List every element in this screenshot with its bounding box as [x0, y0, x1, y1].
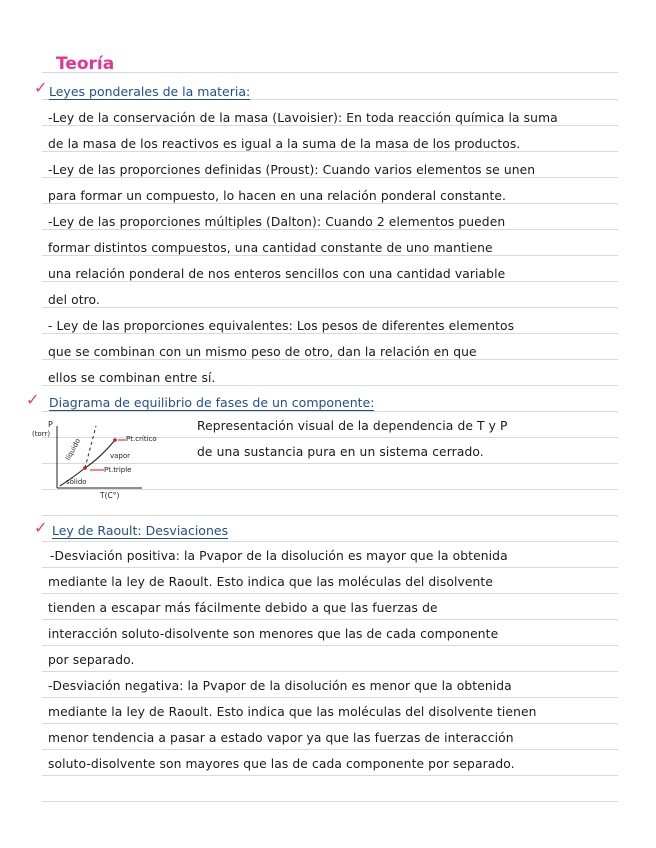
text-line: - Ley de las proporciones equivalentes: Los pesos de diferentes elementos	[48, 319, 515, 333]
critical-point-marker	[113, 438, 117, 442]
rule	[42, 749, 618, 750]
rule	[42, 385, 618, 386]
section-heading-laws: Leyes ponderales de la materia:	[49, 84, 251, 99]
rule	[42, 125, 618, 126]
phase-description-line: Representación visual de la dependencia de T y P	[197, 419, 508, 433]
phase-diagram	[30, 418, 180, 500]
text-line: -Ley de la conservación de la masa (Lavoisier): En toda reacción química la suma	[48, 111, 558, 125]
phase-description-line: de una sustancia pura en un sistema cerrado.	[197, 445, 484, 459]
checkmark-icon: ✓	[34, 518, 48, 537]
section-heading-phase: Diagrama de equilibrio de fases de un componente:	[49, 395, 375, 410]
rule	[42, 177, 618, 178]
rule	[42, 671, 618, 672]
text-line: mediante la ley de Raoult. Esto indica que las moléculas del disolvente	[48, 575, 493, 589]
text-line: ellos se combinan entre sí.	[48, 371, 216, 385]
checkmark-icon: ✓	[26, 390, 40, 409]
rule	[42, 281, 618, 282]
text-line: por separado.	[48, 653, 135, 667]
rule	[42, 515, 618, 516]
solid-region-label: sólido	[66, 478, 87, 486]
rule	[42, 411, 618, 412]
x-axis-label: T(C°)	[100, 491, 120, 500]
rule	[42, 697, 618, 698]
text-line: que se combinan con un mismo peso de otro, dan la relación en que	[48, 345, 477, 359]
page-title: Teoría	[56, 54, 115, 74]
text-line: tienden a escapar más fácilmente debido a que las fuerzas de	[48, 601, 438, 615]
rule	[42, 255, 618, 256]
text-line: de la masa de los reactivos es igual a la suma de la masa de los productos.	[48, 137, 521, 151]
rule	[42, 723, 618, 724]
text-line: mediante la ley de Raoult. Esto indica que las moléculas del disolvente tienen	[48, 705, 537, 719]
rule	[42, 229, 618, 230]
rule	[42, 593, 618, 594]
triple-point-marker	[83, 466, 87, 470]
rule	[42, 72, 618, 73]
text-line: interacción soluto-disolvente son menores que las de cada componente	[48, 627, 499, 641]
rule	[42, 307, 618, 308]
rule	[42, 333, 618, 334]
y-axis-unit: (torr)	[32, 430, 51, 438]
liquid-region-label: líquido	[64, 437, 83, 462]
rule	[42, 203, 618, 204]
rule	[42, 801, 618, 802]
text-line: soluto-disolvente son mayores que las de cada componente por separado.	[48, 757, 515, 771]
vapor-region-label: vapor	[110, 452, 131, 460]
phase-diagram-svg	[30, 418, 180, 500]
rule	[42, 567, 618, 568]
rule	[42, 619, 618, 620]
text-line: -Ley de las proporciones definidas (Proust): Cuando varios elementos se unen	[48, 163, 536, 177]
text-line: una relación ponderal de nos enteros sencillos con una cantidad variable	[48, 267, 506, 281]
text-line: para formar un compuesto, lo hacen en una relación ponderal constante.	[48, 189, 507, 203]
text-line: -Desviación positiva: la Pvapor de la disolución es mayor que la obtenida	[50, 549, 508, 563]
section-heading-raoult: Ley de Raoult: Desviaciones	[52, 523, 229, 538]
y-axis-label: P	[48, 420, 53, 429]
text-line: -Desviación negativa: la Pvapor de la disolución es menor que la obtenida	[48, 679, 512, 693]
rule	[42, 541, 618, 542]
text-line: -Ley de las proporciones múltiples (Dalton): Cuando 2 elementos pueden	[48, 215, 506, 229]
text-line: del otro.	[48, 293, 100, 307]
critical-point-label: Pt.crítico	[126, 435, 157, 443]
text-line: menor tendencia a pasar a estado vapor ya que las fuerzas de interacción	[48, 731, 514, 745]
triple-point-label: Pt.triple	[104, 466, 132, 474]
rule	[42, 775, 618, 776]
rule	[42, 359, 618, 360]
text-line: formar distintos compuestos, una cantidad constante de uno mantiene	[48, 241, 493, 255]
checkmark-icon: ✓	[34, 78, 48, 97]
rule	[42, 151, 618, 152]
rule	[42, 645, 618, 646]
